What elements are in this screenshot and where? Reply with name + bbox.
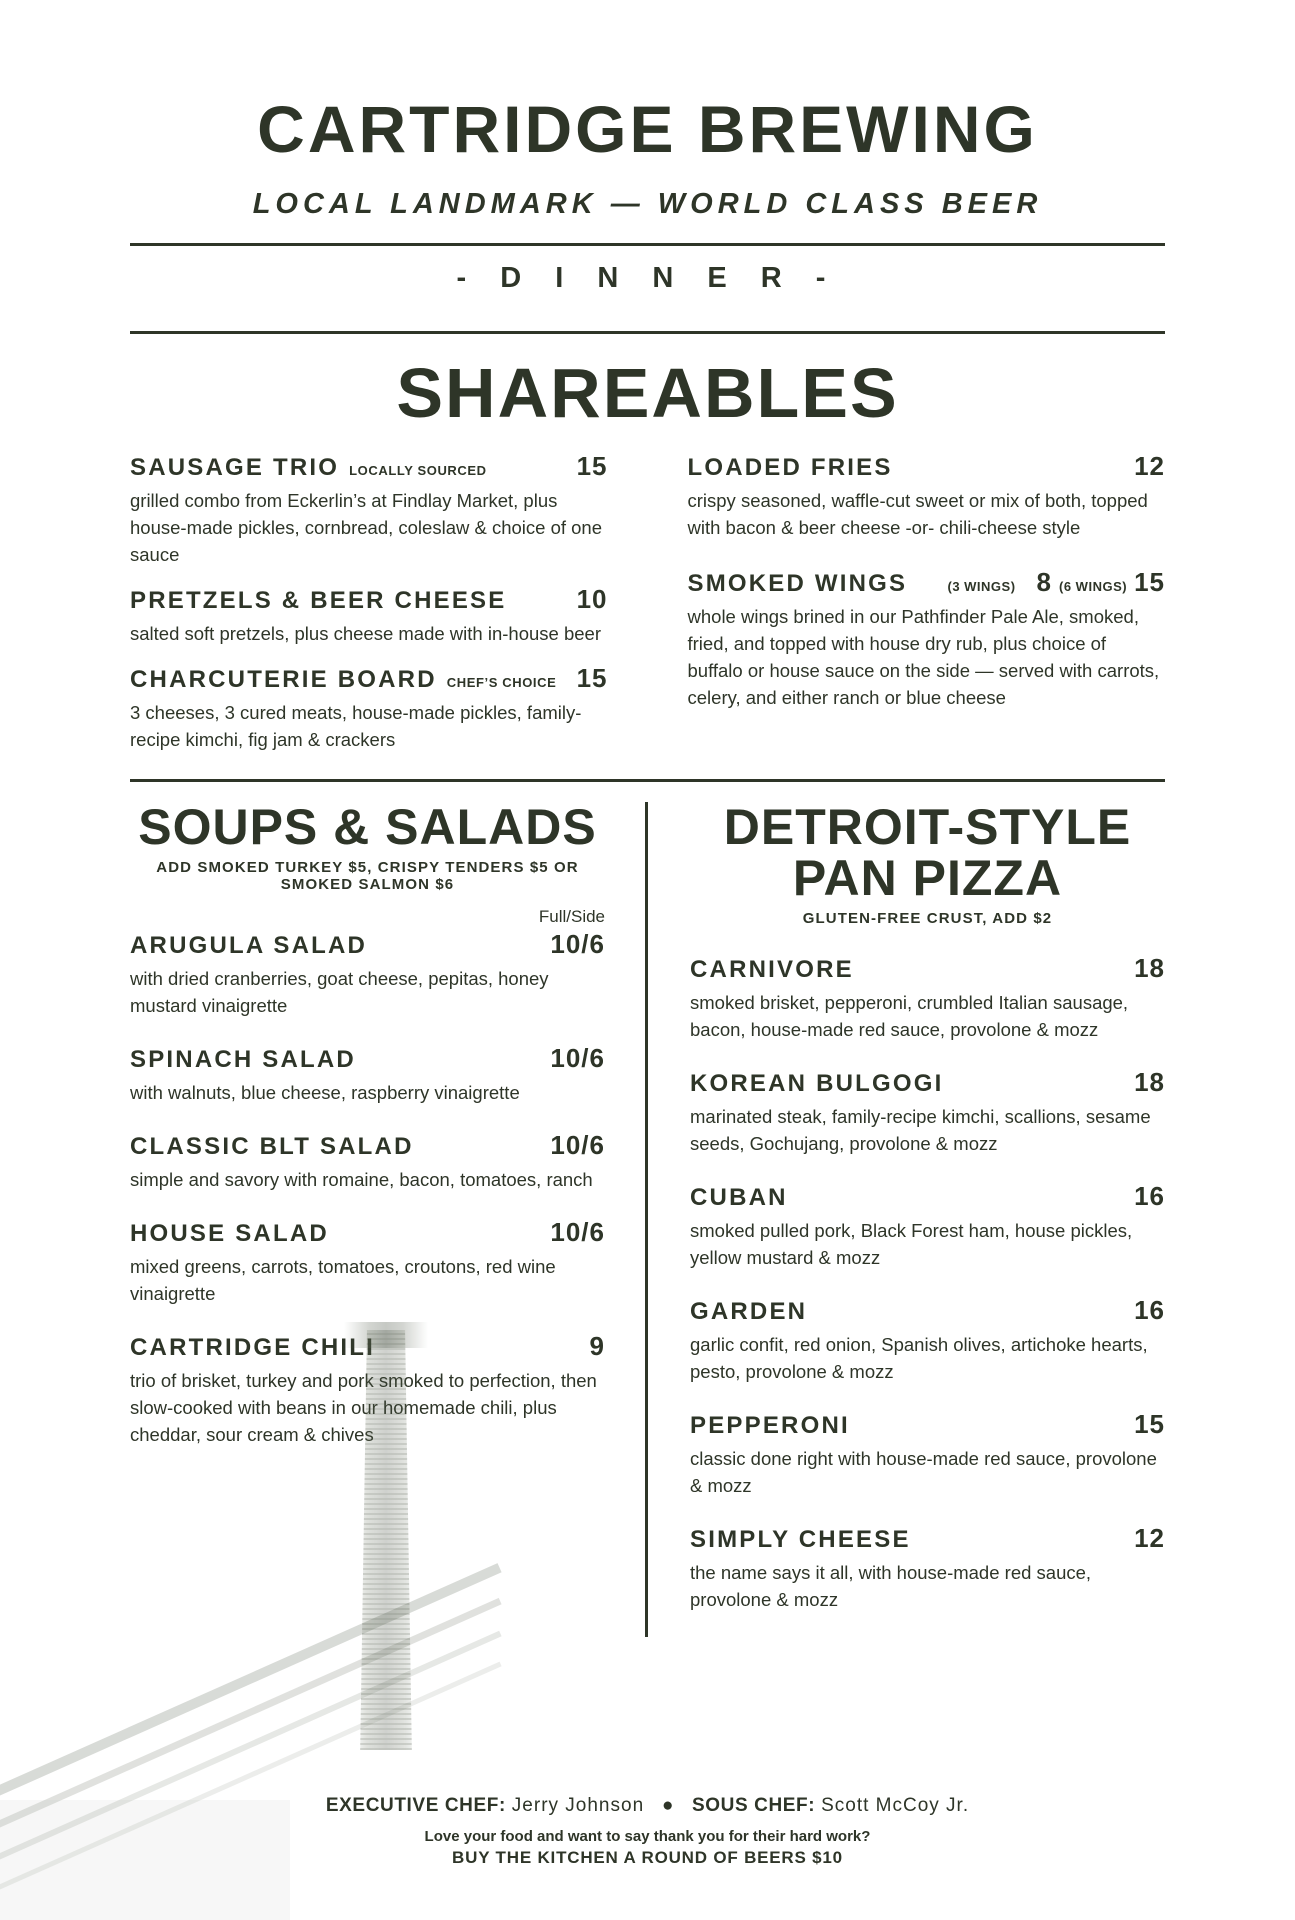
item-price: 10/6 [550, 1217, 605, 1248]
item-description: classic done right with house-made red sauce, provolone & mozz [690, 1448, 1157, 1497]
item-price: 16 [1134, 1181, 1165, 1212]
item-price: 10/6 [550, 929, 605, 960]
shareables-right-column [646, 451, 1166, 769]
item-name: HOUSE SALAD [130, 1220, 329, 1248]
item-name: SMOKED WINGS [687, 570, 908, 598]
item-description: whole wings brined in our Pathfinder Pale Ale, smoked, fried, and topped with house dry rub, plus choice of buffalo or house sauce on the side — served with carrots, celery, and either ranch or blue cheese [687, 606, 1160, 709]
item-description: trio of brisket, turkey and pork smoked to perfection, then slow-cooked with beans in our homemade chili, plus cheddar, sour cream & chives [130, 1370, 597, 1446]
price-qualifier-3-wings: (3 WINGS) [947, 579, 1016, 595]
sous-chef-name: Scott McCoy Jr. [821, 1795, 970, 1816]
item-note: LOCALLY SOURCED [349, 463, 487, 479]
chef-credits [0, 1795, 1295, 1817]
section-title-pizza-line1: DETROIT-STYLE [723, 799, 1132, 856]
item-price: 12 [1134, 451, 1165, 482]
item-name: PEPPERONI [690, 1412, 850, 1440]
menu-item [690, 1181, 1165, 1271]
full-side-label: Full/Side [538, 907, 605, 927]
menu-item [130, 929, 605, 1019]
item-name: CARTRIDGE CHILI [130, 1334, 375, 1362]
item-description: the name says it all, with house-made red sauce, provolone & mozz [690, 1562, 1092, 1611]
item-name: SIMPLY CHEESE [690, 1526, 911, 1554]
item-name: GARDEN [690, 1298, 808, 1326]
menu-item [688, 567, 1166, 711]
menu-item [690, 1523, 1165, 1613]
bullet-separator-icon: ● [662, 1795, 675, 1816]
item-description: 3 cheeses, 3 cured meats, house-made pickles, family-recipe kimchi, fig jam & crackers [130, 702, 582, 751]
footer [0, 1795, 1295, 1868]
item-price: 9 [589, 1331, 605, 1362]
section-title-shareables: SHAREABLES [396, 354, 899, 432]
menu-item [130, 451, 608, 568]
item-price: 16 [1134, 1295, 1165, 1326]
menu-item [130, 1217, 605, 1307]
menu-item [130, 1130, 605, 1193]
section-title-pizza-line2: PAN PIZZA [792, 850, 1063, 907]
item-price: 12 [1134, 1523, 1165, 1554]
item-name: KOREAN BULGOGI [690, 1070, 944, 1098]
item-name: SPINACH SALAD [130, 1046, 356, 1074]
item-price: 10/6 [550, 1130, 605, 1161]
item-name: CLASSIC BLT SALAD [130, 1133, 414, 1161]
divider-under-meal [130, 331, 1165, 334]
item-description: grilled combo from Eckerlin’s at Findlay Market, plus house-made pickles, cornbread, coleslaw & choice of one sauce [130, 490, 603, 566]
item-price: 15 [1134, 1409, 1165, 1440]
executive-chef-name: Jerry Johnson [511, 1795, 645, 1816]
shareables-left-column [130, 451, 646, 769]
executive-chef-label: EXECUTIVE CHEF: [325, 1795, 506, 1816]
brand-title: CARTRIDGE BREWING [257, 92, 1038, 166]
item-name: CARNIVORE [690, 956, 854, 984]
shareables-columns [130, 451, 1165, 769]
item-price-6-wings: 15 [1134, 567, 1165, 598]
item-note: CHEF’S CHOICE [446, 675, 557, 691]
item-price: 15 [576, 451, 608, 482]
menu-item [688, 451, 1166, 541]
item-description: crispy seasoned, waffle-cut sweet or mix of both, topped with bacon & beer cheese -or- chili-cheese style [687, 490, 1148, 539]
menu-item [690, 1295, 1165, 1385]
item-price: 10/6 [550, 1043, 605, 1074]
price-qualifier-6-wings: (6 WINGS) [1059, 579, 1128, 595]
item-name: SAUSAGE TRIO [130, 454, 340, 482]
menu-item [690, 1409, 1165, 1499]
meal-label: - D I N N E R - [456, 262, 839, 294]
pizza-section [648, 799, 1165, 1637]
item-description: smoked pulled pork, Black Forest ham, house pickles, yellow mustard & mozz [690, 1220, 1133, 1269]
item-name: ARUGULA SALAD [130, 932, 368, 960]
item-price: 18 [1134, 953, 1165, 984]
thanks-message: Love your food and want to say thank you for their hard work? [424, 1828, 871, 1845]
soups-salads-addons: ADD SMOKED TURKEY $5, CRISPY TENDERS $5 OR SMOKED SALMON $6 [156, 859, 579, 894]
item-description: marinated steak, family-recipe kimchi, scallions, sesame seeds, Gochujang, provolone & mozz [690, 1106, 1151, 1155]
menu-item [130, 584, 608, 647]
item-price: 10 [576, 584, 608, 615]
item-description: simple and savory with romaine, bacon, tomatoes, ranch [130, 1169, 593, 1191]
item-price-3-wings: 8 [1036, 567, 1053, 598]
menu-item [130, 1043, 605, 1106]
soups-salads-section [130, 799, 645, 1637]
menu-item [130, 663, 608, 753]
brand-tagline: LOCAL LANDMARK — WORLD CLASS BEER [252, 188, 1043, 220]
menu-item [690, 953, 1165, 1043]
item-description: garlic confit, red onion, Spanish olives, artichoke hearts, pesto, provolone & mozz [690, 1334, 1148, 1383]
roofline-artwork [0, 1590, 510, 1920]
sous-chef-label: SOUS CHEF: [692, 1795, 816, 1816]
item-description: smoked brisket, pepperoni, crumbled Italian sausage, bacon, house-made red sauce, provolone & mozz [690, 992, 1129, 1041]
item-description: with walnuts, blue cheese, raspberry vinaigrette [130, 1082, 520, 1104]
item-price: 15 [576, 663, 608, 694]
lower-sections [130, 779, 1165, 1637]
item-name: LOADED FRIES [687, 454, 893, 482]
menu-item [690, 1067, 1165, 1157]
item-name: CHARCUTERIE BOARD [130, 666, 437, 694]
pizza-gluten-free-note: GLUTEN-FREE CRUST, ADD $2 [802, 910, 1053, 928]
item-description: with dried cranberries, goat cheese, pepitas, honey mustard vinaigrette [130, 968, 549, 1017]
buy-round-message: BUY THE KITCHEN A ROUND OF BEERS $10 [452, 1848, 843, 1867]
item-price: 18 [1134, 1067, 1165, 1098]
item-description: mixed greens, carrots, tomatoes, croutons, red wine vinaigrette [130, 1256, 556, 1305]
item-name: PRETZELS & BEER CHEESE [130, 587, 507, 615]
item-description: salted soft pretzels, plus cheese made with in-house beer [130, 623, 601, 645]
section-title-soups-salads: SOUPS & SALADS [138, 799, 597, 856]
menu-item [130, 1331, 605, 1448]
item-name: CUBAN [690, 1184, 788, 1212]
